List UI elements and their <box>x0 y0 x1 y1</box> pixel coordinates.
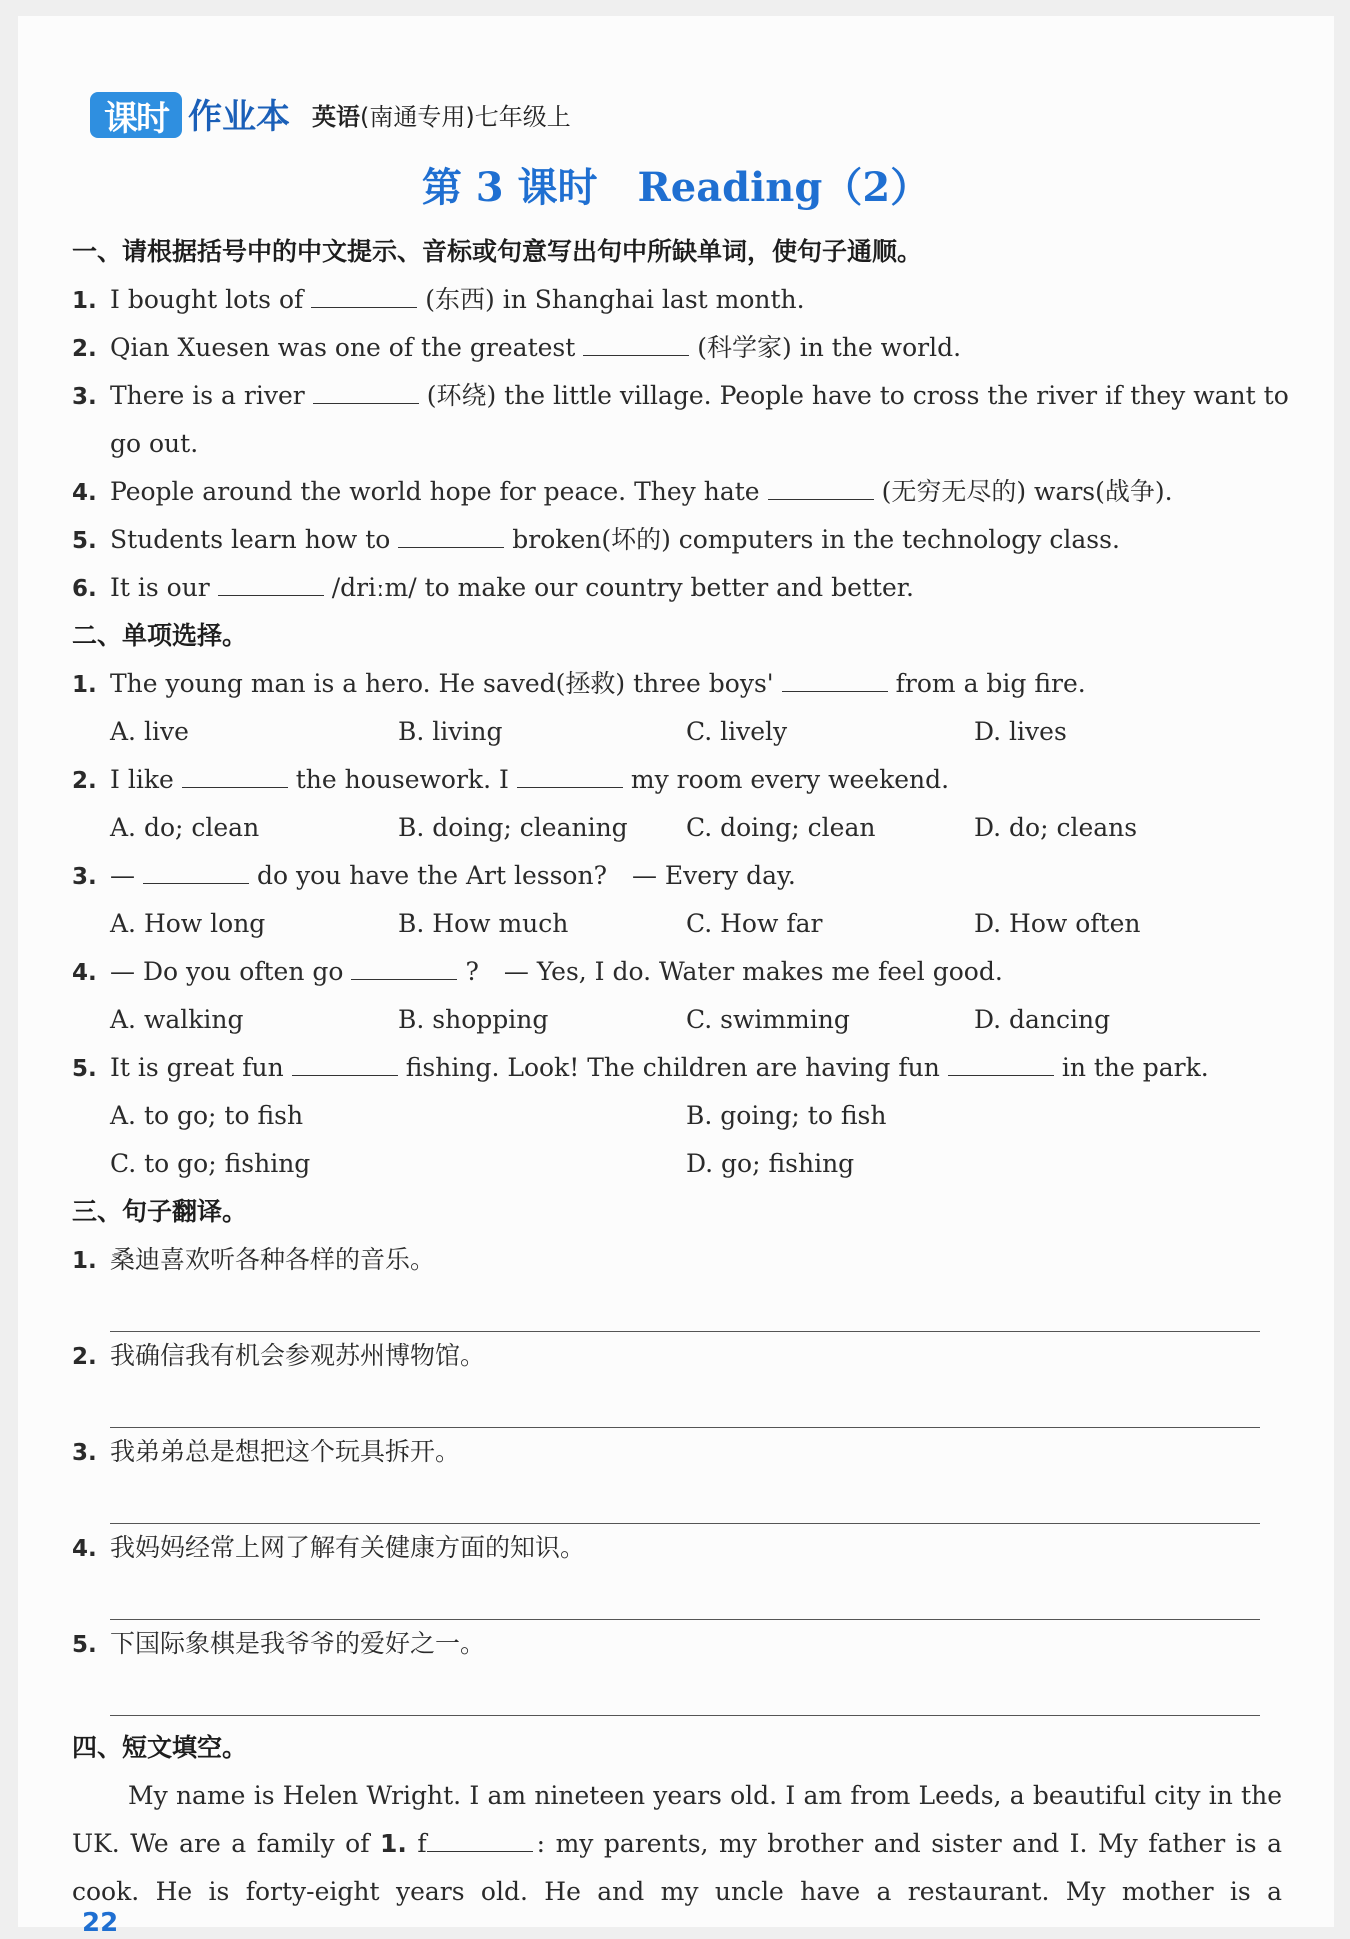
s1-q3: 3. There is a river (环绕) the little village. People have to cross the river if they want to <box>72 372 1282 420</box>
lesson-title: 第 3 课时 Reading（2） <box>421 164 931 211</box>
option-d[interactable]: D. do; cleans <box>974 813 1138 842</box>
option-b[interactable]: B. shopping <box>398 1005 549 1034</box>
answer-line[interactable] <box>110 1380 1260 1428</box>
answer-blank[interactable] <box>218 565 324 596</box>
answer-blank[interactable] <box>517 757 623 788</box>
s2-q2-options <box>72 804 1282 852</box>
s2-q5-options-row1 <box>72 1092 1282 1140</box>
answer-line[interactable] <box>110 1668 1260 1716</box>
answer-blank[interactable] <box>427 1821 533 1852</box>
answer-blank[interactable] <box>782 661 888 692</box>
answer-blank[interactable] <box>948 1045 1054 1076</box>
s2-q1-options <box>72 708 1282 756</box>
s2-q4: 4. — Do you often go ? — Yes, I do. Water makes me feel good. <box>72 948 1282 996</box>
subject-label: 英语(南通专用)七年级上 <box>312 103 571 131</box>
option-a[interactable]: A. to go; to fish <box>110 1101 304 1130</box>
s1-q3-continued: go out. <box>110 429 199 458</box>
answer-blank[interactable] <box>768 469 874 500</box>
passage-line-2: UK. We are a family of 1. f : my parents, my brother and sister and I. My father is a <box>72 1820 1282 1868</box>
worksheet-page <box>18 16 1334 1938</box>
s2-q5-options-row2 <box>72 1140 1282 1188</box>
s2-q3-options <box>72 900 1282 948</box>
s3-q3: 3. 我弟弟总是想把这个玩具拆开。 <box>72 1437 461 1466</box>
option-c[interactable]: C. doing; clean <box>686 813 876 842</box>
page-number: 22 <box>82 1908 119 1938</box>
s3-q1: 1. 桑迪喜欢听各种各样的音乐。 <box>72 1245 436 1274</box>
s2-q2: 2. I like the housework. I my room every weekend. <box>72 756 1282 804</box>
answer-blank[interactable] <box>398 517 504 548</box>
answer-blank[interactable] <box>583 325 689 356</box>
answer-blank[interactable] <box>143 853 249 884</box>
option-b[interactable]: B. going; to fish <box>686 1101 887 1130</box>
answer-line[interactable] <box>110 1572 1260 1620</box>
s2-q4-options <box>72 996 1282 1044</box>
s1-q2: 2. Qian Xuesen was one of the greatest (科学家) in the world. <box>72 324 1282 372</box>
s3-q5: 5. 下国际象棋是我爷爷的爱好之一。 <box>72 1629 486 1658</box>
option-c[interactable]: C. to go; fishing <box>110 1149 311 1178</box>
s2-q1: 1. The young man is a hero. He saved(拯救) three boys' from a big fire. <box>72 660 1282 708</box>
s1-q1: 1. I bought lots of (东西) in Shanghai last month. <box>72 276 1282 324</box>
s1-q6: 6. It is our /driːm/ to make our country better and better. <box>72 564 1282 612</box>
answer-line[interactable] <box>110 1476 1260 1524</box>
section1-heading: 一、请根据括号中的中文提示、音标或句意写出句中所缺单词，使句子通顺。 <box>72 237 923 266</box>
s1-q5: 5. Students learn how to broken(坏的) computers in the technology class. <box>72 516 1282 564</box>
option-b[interactable]: B. How much <box>398 909 569 938</box>
option-b[interactable]: B. doing; cleaning <box>398 813 628 842</box>
s1-q4: 4. People around the world hope for peace. They hate (无穷无尽的) wars(战争). <box>72 468 1282 516</box>
s3-q2: 2. 我确信我有机会参观苏州博物馆。 <box>72 1341 486 1370</box>
option-d[interactable]: D. go; fishing <box>686 1149 855 1178</box>
option-d[interactable]: D. How often <box>974 909 1141 938</box>
passage-line-1: My name is Helen Wright. I am nineteen years old. I am from Leeds, a beautiful city in the <box>128 1781 1282 1810</box>
answer-blank[interactable] <box>292 1045 398 1076</box>
option-a[interactable]: A. do; clean <box>110 813 260 842</box>
option-c[interactable]: C. swimming <box>686 1005 850 1034</box>
answer-blank[interactable] <box>313 373 419 404</box>
logo-text: 作业本 <box>188 97 290 137</box>
option-c[interactable]: C. How far <box>686 909 823 938</box>
s3-q4: 4. 我妈妈经常上网了解有关健康方面的知识。 <box>72 1533 586 1562</box>
answer-blank[interactable] <box>351 949 457 980</box>
section4-heading: 四、短文填空。 <box>72 1733 248 1762</box>
answer-line[interactable] <box>110 1284 1260 1332</box>
option-a[interactable]: A. live <box>110 717 189 746</box>
logo-badge: 课时 <box>90 92 182 138</box>
option-c[interactable]: C. lively <box>686 717 788 746</box>
section2-heading: 二、单项选择。 <box>72 621 248 650</box>
answer-blank[interactable] <box>311 277 417 308</box>
s2-q5: 5. It is great fun fishing. Look! The children are having fun in the park. <box>72 1044 1282 1092</box>
s2-q3: 3. — do you have the Art lesson? — Every day. <box>72 852 1282 900</box>
option-b[interactable]: B. living <box>398 717 503 746</box>
passage-line-3: cook. He is forty-eight years old. He and my uncle have a restaurant. My mother is a <box>72 1877 1282 1906</box>
option-a[interactable]: A. walking <box>110 1005 244 1034</box>
answer-blank[interactable] <box>182 757 288 788</box>
content <box>72 228 1289 1916</box>
section3-heading: 三、句子翻译。 <box>72 1197 248 1226</box>
option-d[interactable]: D. lives <box>974 717 1067 746</box>
option-a[interactable]: A. How long <box>110 909 266 938</box>
option-d[interactable]: D. dancing <box>974 1005 1111 1034</box>
book-header <box>90 78 571 138</box>
